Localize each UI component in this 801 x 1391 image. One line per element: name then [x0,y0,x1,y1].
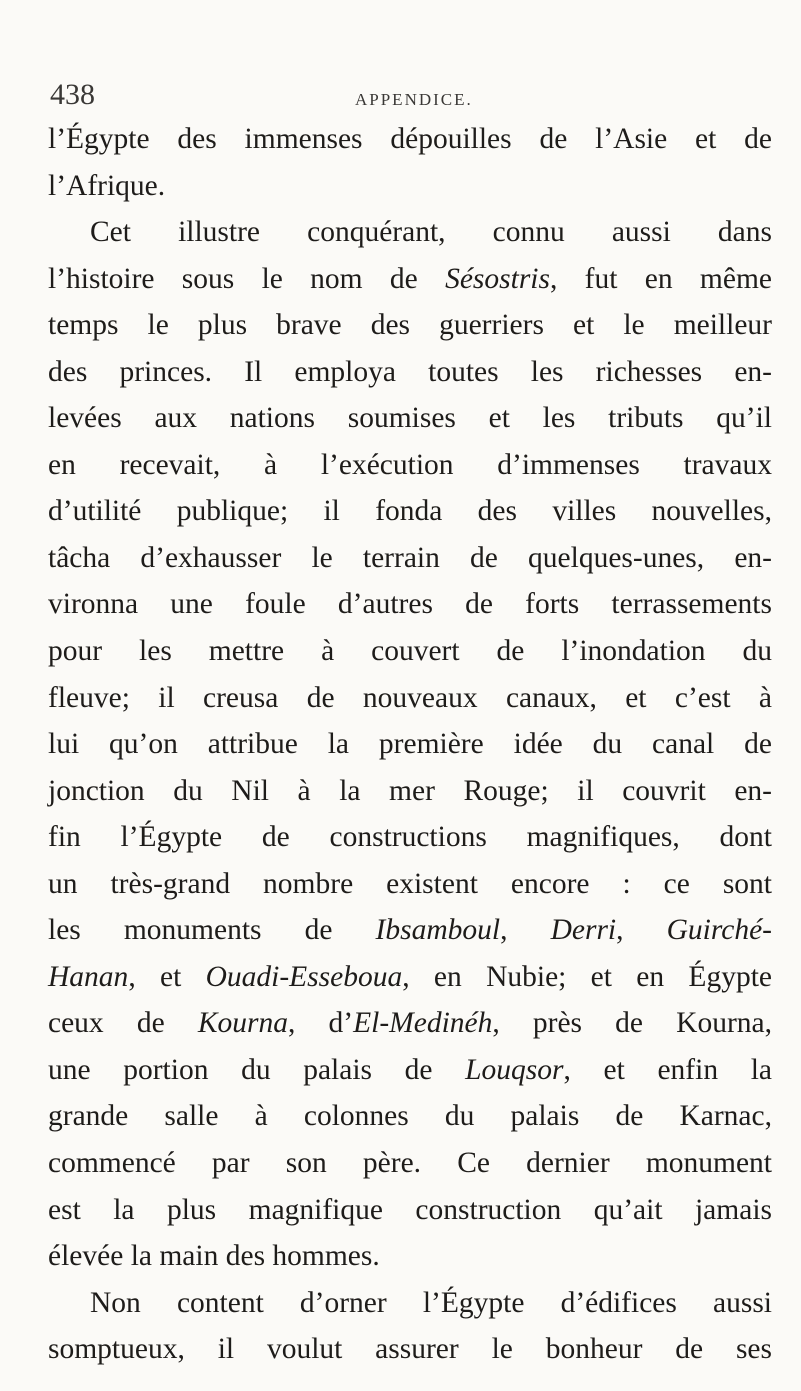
text-segment: est la plus magnifique construction qu’ait jamais [48,1193,772,1226]
text-segment: les monuments de [48,914,376,947]
text-line [48,256,772,303]
text-segment: , fut en même [550,262,772,295]
text-line [48,907,772,954]
italic-text: Ouadi-Esseboua [205,960,403,993]
text-line [48,814,772,861]
text-segment: élevée la main des hommes. [48,1240,380,1273]
text-segment: l’histoire sous le nom de [48,262,446,295]
text-segment: en recevait, à l’exécution d’immenses travaux [48,448,772,481]
text-segment: levées aux nations soumises et les tributs qu’il [48,402,772,435]
text-line [48,1233,772,1280]
text-segment: Cet illustre conquérant, connu aussi dans [90,216,772,249]
text-line [48,163,772,210]
text-segment: fin l’Égypte de constructions magnifiques, dont [48,821,772,854]
text-line [48,1326,772,1373]
text-line [48,442,772,489]
text-line [48,768,772,815]
text-line [48,1280,772,1327]
text-line [48,721,772,768]
text-segment: , d’ [288,1007,354,1040]
text-line [48,954,772,1001]
text-segment: vironna une foule d’autres de forts terrassements [48,588,772,621]
text-segment: , et enfin la [563,1053,772,1086]
text-segment: jonction du Nil à la mer Rouge; il couvrit en- [48,774,772,807]
text-segment: , [616,914,667,947]
text-segment: un très-grand nombre existent encore : ce sont [48,867,772,900]
text-segment: pour les mettre à couvert de l’inondation du [48,635,772,668]
text-line [48,395,772,442]
italic-text: Ibsamboul [375,914,501,947]
text-segment: , près de Kourna, [492,1007,773,1040]
text-segment: une portion du palais de [48,1053,466,1086]
running-head: APPENDICE. [355,90,473,109]
text-line [48,488,772,535]
body-text [48,116,772,1373]
text-line [48,1093,772,1140]
text-segment: fleuve; il creusa de nouveaux canaux, et c’est à [48,681,772,714]
italic-text: Kourna [197,1007,288,1040]
text-segment: ceux de [48,1007,198,1040]
text-segment: d’utilité publique; il fonda des villes nouvelles, [48,495,772,528]
text-line [48,209,772,256]
text-segment: somptueux, il voulut assurer le bonheur de ses [48,1333,772,1366]
text-line [48,1000,772,1047]
text-line [48,581,772,628]
text-line [48,349,772,396]
italic-text: Hanan [48,960,129,993]
text-line [48,1140,772,1187]
text-line [48,302,772,349]
text-segment: lui qu’on attribue la première idée du canal de [48,728,772,761]
page-header [50,78,770,114]
text-line [48,675,772,722]
text-segment: commencé par son père. Ce dernier monument [48,1147,772,1180]
text-line [48,535,772,582]
text-line [48,628,772,675]
text-segment: Non content d’orner l’Égypte d’édifices aussi [90,1286,772,1319]
text-line [48,861,772,908]
text-line [48,1047,772,1094]
text-line [48,1187,772,1234]
text-segment: des princes. Il employa toutes les richesses en- [48,355,772,388]
text-segment: temps le plus brave des guerriers et le meilleur [48,309,772,342]
text-line [48,116,772,163]
text-segment: , et [128,960,206,993]
text-segment: tâcha d’exhausser le terrain de quelques-unes, en- [48,541,772,574]
text-segment: l’Afrique. [48,169,166,202]
italic-text: Sésostris [445,262,550,295]
text-segment: , [500,914,551,947]
text-segment: l’Égypte des immenses dépouilles de l’Asie et de [48,123,772,155]
italic-text: El-Medinéh [353,1007,493,1040]
text-segment: , en Nubie; et en Égypte [402,960,772,993]
italic-text: Louqsor [465,1053,564,1086]
italic-text: Derri [550,914,617,947]
italic-text: Guirché- [666,914,773,947]
page-number: 438 [50,78,95,111]
text-segment: grande salle à colonnes du palais de Karnac, [48,1100,772,1133]
